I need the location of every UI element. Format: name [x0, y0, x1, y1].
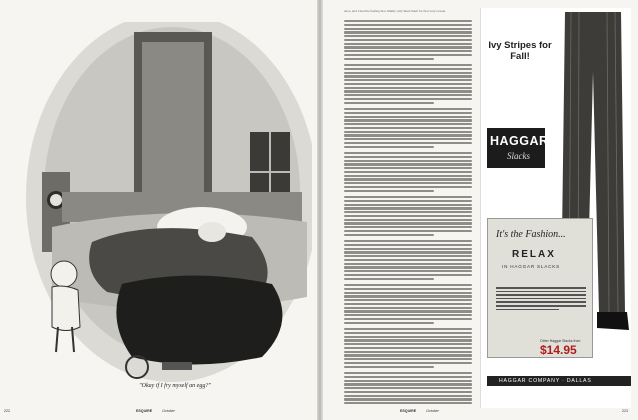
story-text-line: [344, 219, 472, 221]
story-text-line: [344, 190, 434, 192]
story-text-line: [344, 28, 472, 30]
story-text-line: [344, 134, 472, 136]
story-text-line: [344, 58, 434, 60]
story-text-line: [344, 119, 472, 121]
right-folio-issue: October: [426, 409, 439, 413]
story-text-line: [344, 354, 472, 356]
story-text-line: [344, 123, 472, 125]
story-text-line: [344, 230, 472, 232]
story-text-line: [344, 295, 472, 297]
haggar-logo: [487, 128, 549, 168]
story-text-line: [344, 31, 472, 33]
story-text-line: [344, 64, 472, 66]
story-text-line: [344, 138, 472, 140]
story-text-line: [344, 156, 472, 158]
page-gutter: [317, 0, 323, 420]
right-folio-magazine: ESQUIRE: [400, 409, 417, 413]
cartoon-caption: "Okay if I fry myself an egg?": [139, 383, 211, 389]
price-box: [540, 339, 590, 357]
story-text-line: [344, 266, 472, 268]
story-text-line: [344, 383, 472, 385]
ad-footer-text: HAGGAR COMPANY · DALLAS: [499, 378, 592, 384]
left-folio-magazine: ESQUIRE: [136, 409, 153, 413]
story-text-line: [344, 182, 472, 184]
story-text-line: [344, 79, 472, 81]
story-text-line: [344, 75, 472, 77]
story-text-line: [344, 46, 472, 48]
story-text-line: [344, 270, 472, 272]
story-text-line: [344, 240, 472, 242]
story-text-line: [344, 178, 472, 180]
promo-script: It's the Fashion...: [496, 229, 566, 240]
story-text-line: [344, 43, 472, 45]
story-text-line: [344, 102, 434, 104]
story-text-line: [344, 163, 472, 165]
story-text-line: [344, 72, 472, 74]
story-text-line: [344, 87, 472, 89]
story-text-line: [344, 358, 472, 360]
story-text-line: [344, 336, 472, 338]
right-folio-number: 223: [622, 409, 628, 413]
story-text-line: [344, 98, 472, 100]
story-text-line: [344, 274, 472, 276]
story-text-line: [344, 251, 472, 253]
story-text-line: [344, 35, 472, 37]
story-text-line: [344, 318, 472, 320]
story-text-line: [344, 339, 472, 341]
left-folio-number: 222: [4, 409, 10, 413]
story-text-line: [344, 292, 472, 294]
story-text-line: [344, 255, 472, 257]
haggar-logo-word: HAGGAR: [490, 134, 549, 148]
floor-object: [162, 362, 192, 370]
story-text-line: [344, 68, 472, 70]
story-text-line: [344, 24, 472, 26]
story-text-line: [344, 83, 472, 85]
story-text-line: [344, 116, 472, 118]
story-text-line: [344, 343, 472, 345]
story-text-line: [344, 288, 472, 290]
story-text-line: [344, 366, 434, 368]
story-text-line: [344, 398, 472, 400]
story-text-line: [344, 259, 472, 261]
story-text-line: [344, 186, 472, 188]
story-text-line: [344, 215, 472, 217]
story-text-line: [344, 200, 472, 202]
story-text-line: [344, 50, 472, 52]
promo-panel: [487, 218, 593, 358]
story-text-line: [344, 167, 472, 169]
story-text-line: [344, 226, 472, 228]
story-text-line: [344, 328, 472, 330]
story-text-line: [344, 127, 472, 129]
story-text-line: [344, 207, 472, 209]
story-text-line: [344, 362, 472, 364]
story-text-line: [344, 314, 472, 316]
story-text-line: [344, 142, 472, 144]
story-text-line: [344, 146, 434, 148]
story-text-line: [344, 263, 472, 265]
dark-blanket: [116, 276, 282, 365]
story-text-line: [344, 376, 472, 378]
story-text-line: [344, 303, 472, 305]
promo-body: [496, 287, 586, 312]
story-text-line: [344, 391, 472, 393]
story-text-line: [344, 332, 472, 334]
story-text-column: [344, 20, 472, 404]
story-text-line: [344, 175, 472, 177]
ad-headline: Ivy Stripes for Fall!: [488, 40, 552, 62]
story-text-line: [344, 160, 472, 162]
story-text-line: [344, 108, 472, 110]
story-text-line: [344, 372, 472, 374]
story-lead-text: ance, and I had the feeling that Jimmy only liked them for that very reason.: [344, 9, 447, 13]
promo-in-slacks: IN HAGGAR SLACKS: [502, 264, 560, 269]
cartoon-illustration: [22, 22, 312, 384]
story-text-line: [344, 284, 472, 286]
story-text-line: [344, 395, 472, 397]
story-text-line: [344, 196, 472, 198]
price-label: Other Haggar Slacks from: [540, 339, 581, 343]
story-text-line: [344, 347, 472, 349]
story-text-line: [344, 351, 472, 353]
story-text-line: [344, 94, 472, 96]
story-text-line: [344, 90, 472, 92]
story-text-line: [344, 402, 472, 404]
story-text-line: [344, 20, 472, 22]
story-text-line: [344, 248, 472, 250]
story-text-line: [344, 222, 472, 224]
story-text-line: [344, 310, 472, 312]
story-text-line: [344, 278, 434, 280]
story-text-line: [344, 234, 434, 236]
haggar-logo-sub: Slacks: [507, 151, 530, 161]
ad-footer: [487, 376, 631, 386]
story-text-line: [344, 322, 434, 324]
child-body: [52, 286, 80, 331]
price-value: $14.95: [540, 343, 577, 357]
left-folio-issue: October: [162, 409, 175, 413]
story-text-line: [344, 211, 472, 213]
story-text-line: [344, 307, 472, 309]
right-shoe: [597, 312, 629, 330]
haggar-advertisement: [480, 8, 631, 408]
story-text-line: [344, 112, 472, 114]
story-text-line: [344, 54, 472, 56]
story-text-line: [344, 39, 472, 41]
story-text-line: [344, 204, 472, 206]
story-text-line: [344, 244, 472, 246]
story-text-line: [344, 171, 472, 173]
story-text-line: [344, 387, 472, 389]
story-text-line: [344, 299, 472, 301]
story-text-line: [344, 131, 472, 133]
promo-relax: RELAX: [512, 249, 556, 260]
story-text-line: [344, 152, 472, 154]
child-head: [51, 261, 77, 287]
story-text-line: [344, 380, 472, 382]
